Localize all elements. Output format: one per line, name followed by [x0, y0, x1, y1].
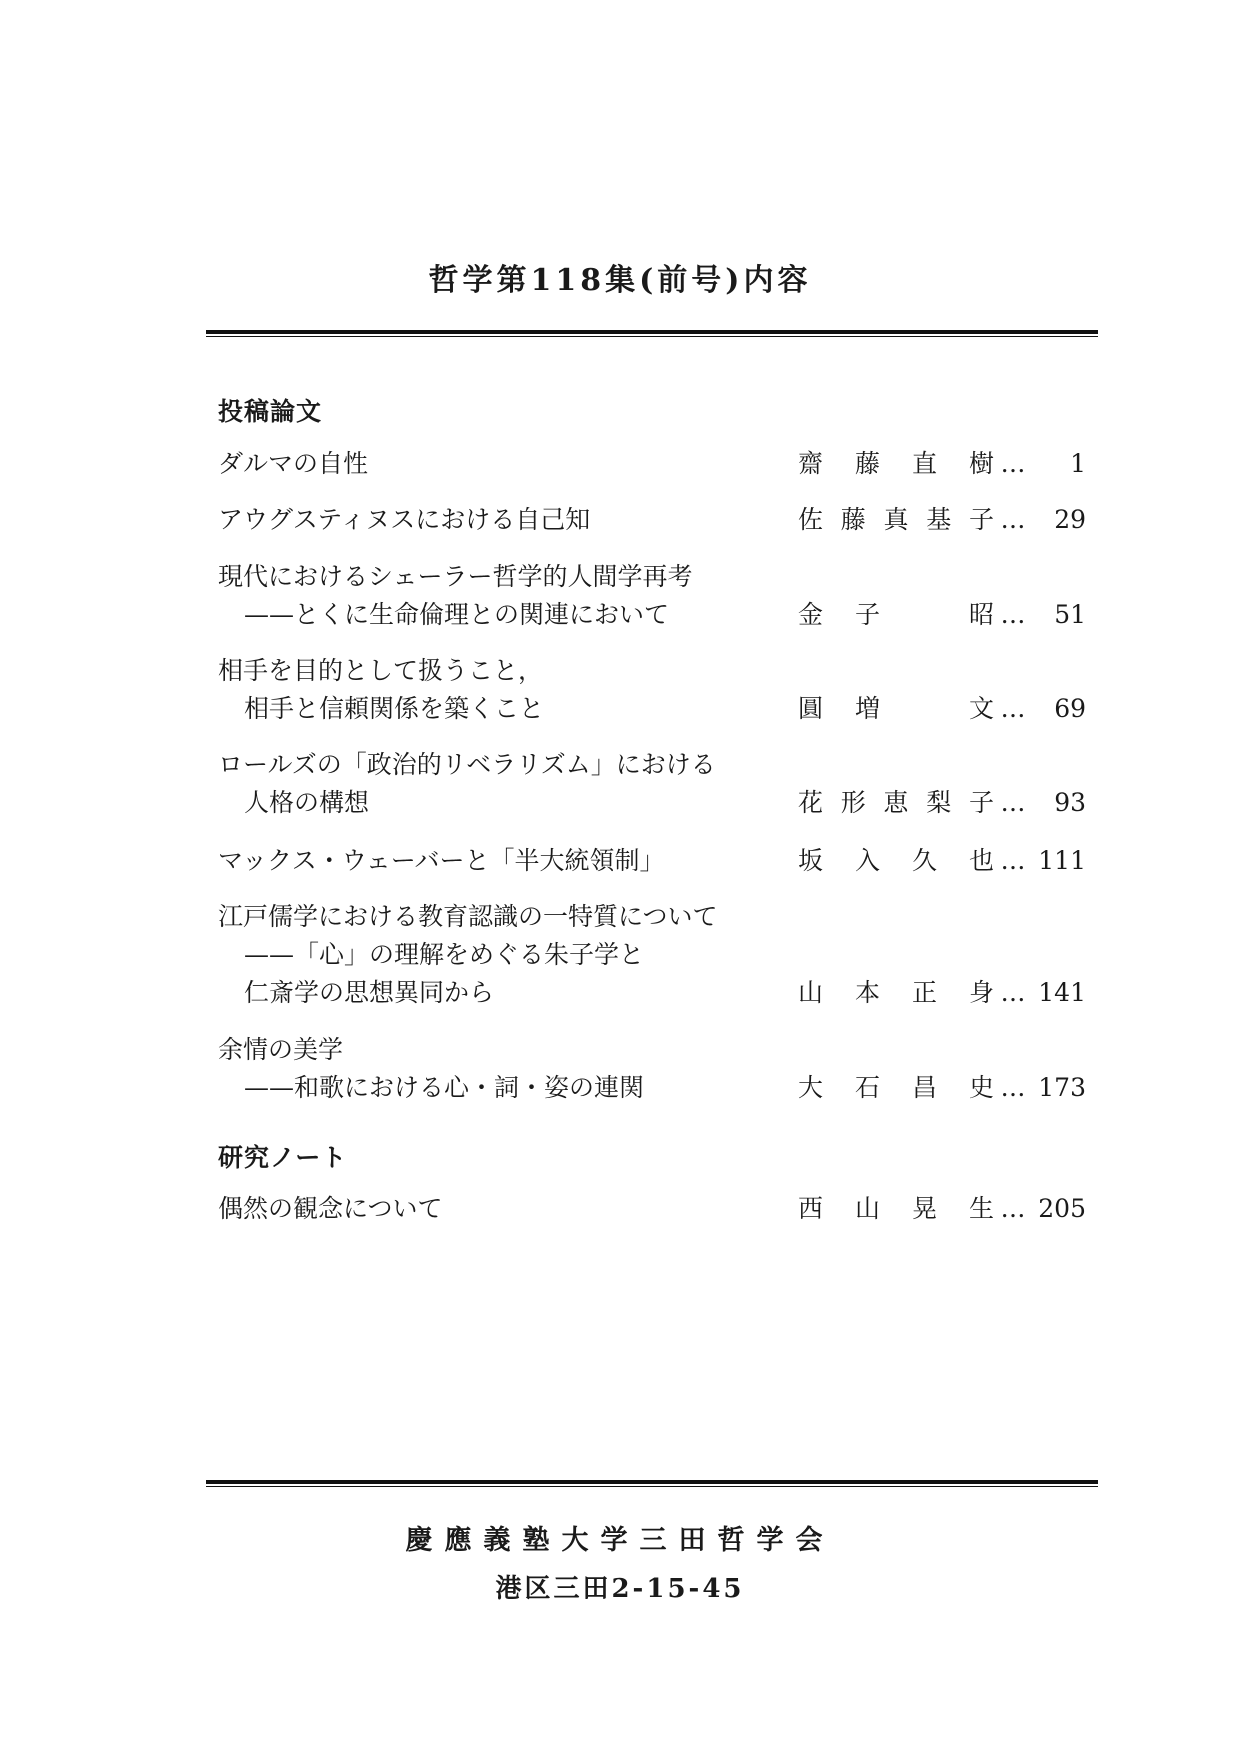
- entry-author: 大石昌史: [798, 1073, 994, 1102]
- toc-entry: [218, 842, 1086, 880]
- entry-title-line: 余情の美学: [218, 1035, 344, 1064]
- entry-title-line: ——「心」の理解をめぐる朱子学と: [244, 940, 645, 969]
- toc-entry: [218, 445, 1086, 483]
- entry-author: 坂入久也: [798, 846, 994, 875]
- entry-title-line: 相手と信頼関係を築くこと: [244, 694, 545, 723]
- leader-dots: …: [1000, 505, 1026, 534]
- entry-page: 111: [1038, 846, 1086, 875]
- entry-author-block: [798, 974, 1086, 1012]
- toc-entry: [218, 558, 1086, 634]
- entry-title-line: マックス・ウェーバーと「半大統領制」: [218, 846, 665, 875]
- leader-dots: …: [1000, 978, 1026, 1007]
- entry-title-line: 現代におけるシェーラー哲学的人間学再考: [218, 562, 693, 591]
- toc-entry: [218, 501, 1086, 539]
- entry-title-line: 偶然の観念について: [218, 1194, 443, 1223]
- entry-author: 齋藤直樹: [798, 449, 994, 478]
- entry-page: 173: [1038, 1073, 1086, 1102]
- leader-dots: …: [1000, 846, 1026, 875]
- entry-author: 西山晃生: [798, 1194, 994, 1223]
- entry-title-line: 江戸儒学における教育認識の一特質について: [218, 902, 718, 931]
- entry-title-line: ダルマの自性: [218, 449, 369, 478]
- toc-entry: [218, 1190, 1086, 1228]
- toc-entry: [218, 652, 1086, 728]
- entry-title-line: ——とくに生命倫理との関連において: [244, 600, 670, 629]
- entry-author: 山本正身: [798, 978, 994, 1007]
- entry-page: 69: [1054, 694, 1086, 723]
- entry-author: 金子 昭: [798, 600, 994, 629]
- entry-page: 29: [1054, 505, 1086, 534]
- toc-entry: [218, 746, 1086, 822]
- entry-author-block: [798, 501, 1086, 539]
- leader-dots: …: [1000, 1194, 1026, 1223]
- entry-author: 佐藤真基子: [798, 505, 994, 534]
- entry-page: 51: [1054, 600, 1086, 629]
- entry-title-line: ロールズの「政治的リベラリズム」における: [218, 750, 716, 779]
- publisher-name: 慶應義塾大学三田哲学会: [405, 1525, 835, 1556]
- top-rule: [206, 330, 1098, 338]
- toc-entry: [218, 898, 1086, 1012]
- section-heading: 研究ノート: [218, 1143, 348, 1172]
- entry-page: 93: [1054, 788, 1086, 817]
- entry-title-line: 人格の構想: [244, 788, 370, 817]
- entry-title-line: ——和歌における心・詞・姿の連関: [244, 1073, 645, 1102]
- entry-author: 圓増 文: [798, 694, 994, 723]
- leader-dots: …: [1000, 694, 1026, 723]
- entry-author-block: [798, 445, 1086, 483]
- bottom-rule: [206, 1480, 1098, 1488]
- entry-author-block: [798, 1190, 1086, 1228]
- entry-author-block: [798, 1069, 1086, 1107]
- entry-title-line: 相手を目的として扱うこと，: [218, 656, 544, 685]
- entry-title-line: 仁斎学の思想異同から: [244, 978, 495, 1007]
- entry-page: 141: [1038, 978, 1086, 1007]
- entry-title-line: アウグスティヌスにおける自己知: [218, 505, 591, 534]
- leader-dots: …: [1000, 449, 1026, 478]
- page-title: 哲学第118集(前号)内容: [428, 263, 812, 298]
- entry-author-block: [798, 690, 1086, 728]
- leader-dots: …: [1000, 600, 1026, 629]
- entry-author-block: [798, 842, 1086, 880]
- publisher-address: 港区三田2-15-45: [495, 1574, 745, 1604]
- leader-dots: …: [1000, 1073, 1026, 1102]
- toc-entry: [218, 1031, 1086, 1107]
- entry-author-block: [798, 596, 1086, 634]
- entry-page: 205: [1038, 1194, 1086, 1223]
- entry-author: 花形恵梨子: [798, 788, 994, 817]
- entry-page: 1: [1070, 449, 1086, 478]
- entry-author-block: [798, 784, 1086, 822]
- leader-dots: …: [1000, 788, 1026, 817]
- section-heading: 投稿論文: [218, 397, 323, 426]
